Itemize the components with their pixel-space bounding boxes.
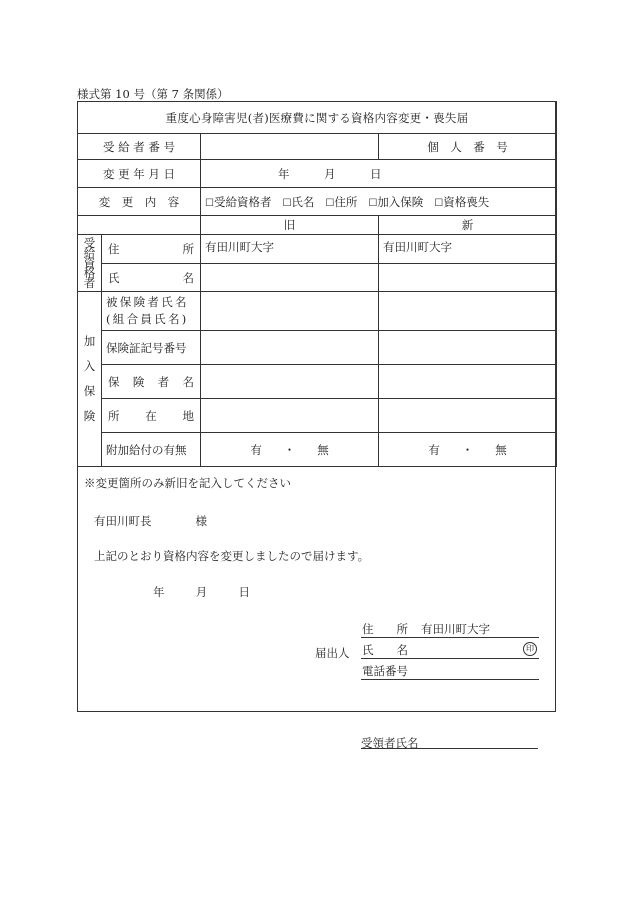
option-insurance[interactable]: ☐加入保険 — [368, 194, 424, 209]
option-address[interactable]: ☐住所 — [325, 194, 358, 209]
change-date-label: 変 更 年 月 日 — [78, 160, 201, 188]
addressee: 有田川町長 — [94, 514, 152, 528]
checkbox-icon[interactable]: ☐ — [434, 197, 444, 209]
insurer-old-field[interactable] — [201, 365, 379, 399]
submitter-name-label: 氏 名 — [362, 643, 408, 657]
option-loss[interactable]: ☐資格喪失 — [434, 194, 490, 209]
additional-benefit-old[interactable]: 有 ・ 無 — [201, 433, 379, 467]
new-column-header: 新 — [379, 216, 557, 235]
insurance-group-label: 加 入 保 険 — [78, 292, 102, 467]
insurer-label: 保 険 者 名 — [102, 365, 201, 399]
seal-icon: 印 — [523, 642, 537, 656]
checkbox-icon[interactable]: ☐ — [282, 197, 292, 209]
insured-name-label: 被保険者氏名 (組合員氏名) — [102, 292, 201, 331]
old-column-header: 旧 — [201, 216, 379, 235]
submission-date[interactable]: 年 月 日 — [153, 585, 251, 599]
checkbox-icon[interactable]: ☐ — [325, 197, 335, 209]
personal-number-label: 個 人 番 号 — [379, 134, 557, 160]
name-label: 氏 名 — [102, 264, 201, 292]
form-table — [77, 101, 557, 467]
submitter-address-label: 住 所 — [362, 622, 408, 636]
form-title: 重度心身障害児(者)医療費に関する資格内容変更・喪失届 — [78, 102, 557, 134]
submitter-phone-label: 電話番号 — [362, 664, 408, 678]
change-content-options — [201, 188, 557, 216]
insurer-new-field[interactable] — [379, 365, 557, 399]
statement: 上記のとおり資格内容を変更しましたので届けます。 — [94, 549, 370, 563]
address-old-field[interactable]: 有田川町大字 — [201, 235, 379, 264]
card-number-new-field[interactable] — [379, 331, 557, 365]
option-recipient[interactable]: ☐受給資格者 — [205, 194, 272, 209]
recipient-number-label: 受 給 者 番 号 — [78, 134, 201, 160]
form-number: 様式第 10 号（第 7 条関係） — [77, 87, 229, 101]
change-content-label: 変 更 内 容 — [78, 188, 201, 216]
submitter-name-row[interactable] — [361, 642, 539, 659]
receiver-label: 受領者氏名 — [361, 736, 419, 750]
honorific: 様 — [195, 514, 207, 528]
header-blank — [78, 216, 201, 235]
location-label: 所 在 地 — [102, 399, 201, 433]
option-name[interactable]: ☐氏名 — [282, 194, 315, 209]
submitter-address-value: 有田川町大字 — [421, 622, 490, 636]
checkbox-icon[interactable]: ☐ — [368, 197, 378, 209]
insured-name-old-field[interactable] — [201, 292, 379, 331]
name-old-field[interactable] — [201, 264, 379, 292]
card-number-label: 保険証記号番号 — [102, 331, 201, 365]
location-old-field[interactable] — [201, 399, 379, 433]
change-note: ※変更箇所のみ新旧を記入してください — [84, 476, 291, 490]
submitter-address-row[interactable] — [361, 621, 539, 638]
recipient-group-label: 受 給 資 格 者 — [78, 235, 102, 292]
recipient-number-field[interactable] — [201, 134, 379, 160]
additional-benefit-new[interactable]: 有 ・ 無 — [379, 433, 557, 467]
insured-name-new-field[interactable] — [379, 292, 557, 331]
submitter-label: 届出人 — [315, 646, 350, 660]
change-date-field[interactable]: 年 月 日 — [201, 160, 557, 188]
checkbox-icon[interactable]: ☐ — [205, 197, 214, 209]
location-new-field[interactable] — [379, 399, 557, 433]
additional-benefit-label: 附加給付の有無 — [102, 433, 201, 467]
address-new-field[interactable]: 有田川町大字 — [379, 235, 557, 264]
address-label: 住 所 — [102, 235, 201, 264]
name-new-field[interactable] — [379, 264, 557, 292]
card-number-old-field[interactable] — [201, 331, 379, 365]
addressee-line — [94, 513, 207, 529]
submitter-phone-row[interactable] — [361, 663, 539, 680]
receiver-signature-line[interactable] — [361, 735, 538, 749]
